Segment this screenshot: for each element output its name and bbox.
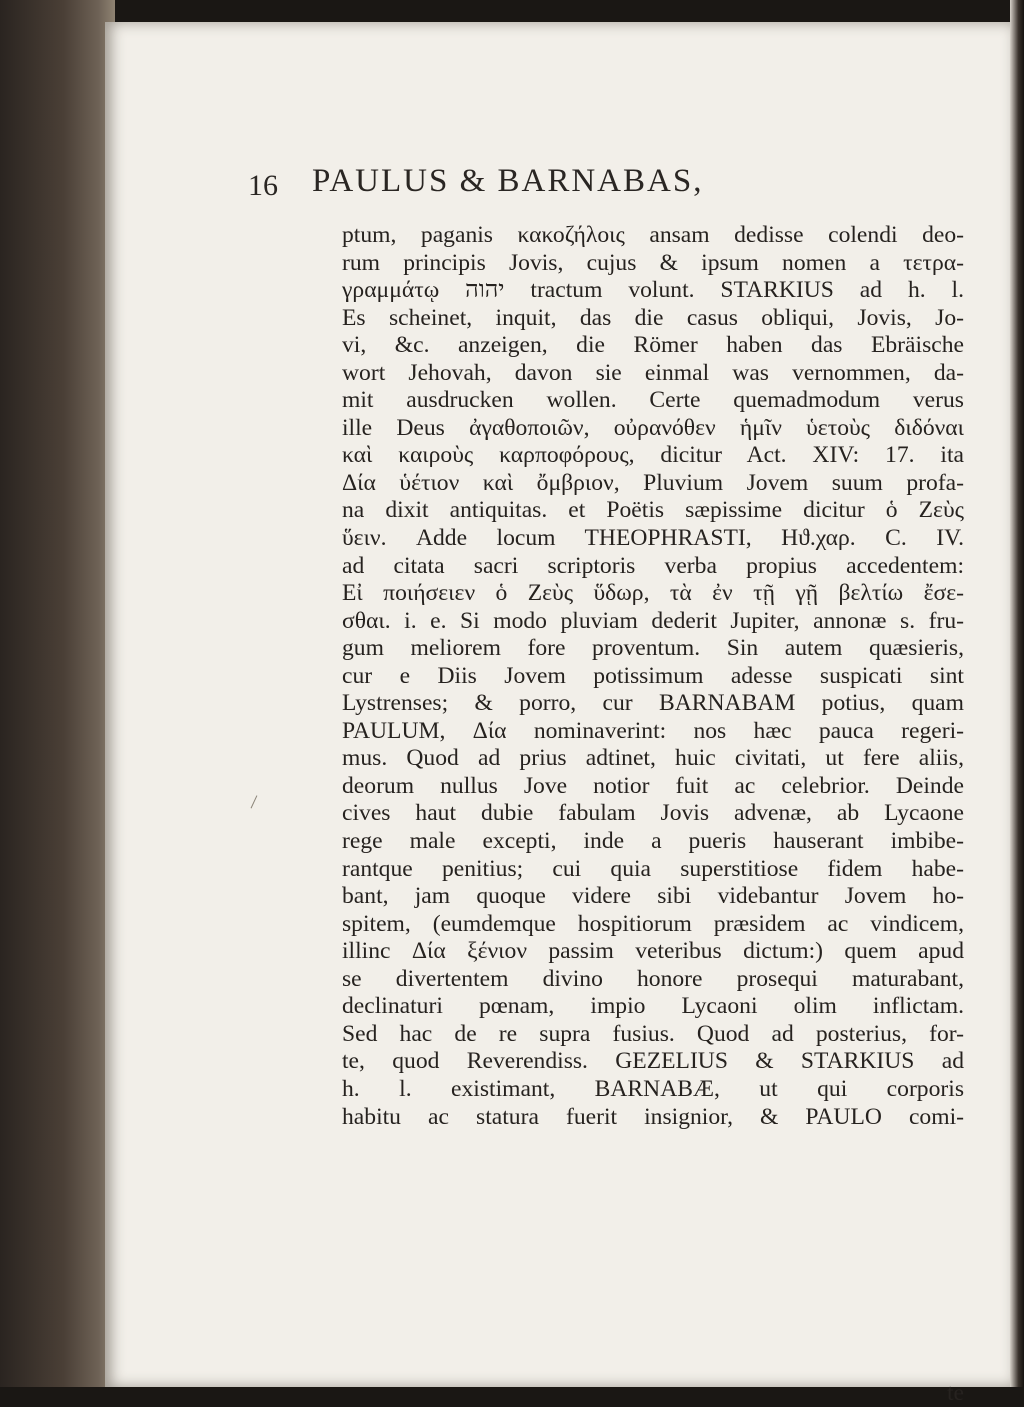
- text-line: bant, jam quoque videre sibi videbantur Jovem ho-: [342, 883, 964, 910]
- text-line: Es scheinet, inquit, das die casus obliqui, Jovis, Jo-: [342, 304, 964, 331]
- text-line: καὶ καιροὺς καρποφόρους, dicitur Act. XIV: 17. ita: [342, 442, 964, 469]
- running-head: PAULUS & BARNABAS,: [312, 163, 704, 199]
- body-text: [342, 222, 964, 1406]
- book-gutter-shadow: [0, 0, 115, 1387]
- text-line: vi, &c. anzeigen, die Römer haben das Ebräische: [342, 332, 964, 359]
- page-header: [248, 163, 888, 203]
- text-line: Δία ὑέτιον καὶ ὄμβριον, Pluvium Jovem suum profa-: [342, 469, 964, 496]
- page-number: 16: [248, 169, 278, 202]
- text-line: Lystrenses; & porro, cur BARNABAM potius, quam: [342, 690, 964, 717]
- text-line: rantque penitius; cui quia superstitiose fidem habe-: [342, 855, 964, 882]
- text-line: rum principis Jovis, cujus & ipsum nomen a τετρα-: [342, 249, 964, 276]
- text-line: PAULUM, Δία nominaverint: nos hæc pauca regeri-: [342, 717, 964, 744]
- text-line: wort Jehovah, davon sie einmal was vernommen, da-: [342, 359, 964, 386]
- text-line: ὕειν. Adde locum THEOPHRASTI, Hϑ.χαρ. C. IV.: [342, 525, 964, 552]
- text-line: h. l. existimant, BARNABÆ, ut qui corporis: [342, 1075, 964, 1102]
- text-line: σθαι. i. e. Si modo pluviam dederit Jupiter, annonæ s. fru-: [342, 607, 964, 634]
- text-line: declinaturi pœnam, impio Lycaoni olim inflictam.: [342, 993, 964, 1020]
- catchword: te: [946, 1380, 964, 1406]
- text-line: γραμμάτῳ יהוה tractum volunt. STARKIUS ad h. l.: [342, 277, 964, 304]
- text-line: Εἰ ποιήσειεν ὁ Ζεὺς ὕδωρ, τὰ ἐν τῇ γῇ βελτίω ἔσε-: [342, 580, 964, 607]
- text-line: ptum, paganis κακοζήλοις ansam dedisse colendi deo-: [342, 222, 964, 248]
- text-line: deorum nullus Jove notior fuit ac celebrior. Deinde: [342, 772, 964, 799]
- text-line: gum meliorem fore proventum. Sin autem quæsieris,: [342, 635, 964, 662]
- text-line: na dixit antiquitas. et Poëtis sæpissime dicitur ὁ Ζεὺς: [342, 497, 964, 524]
- text-line: rege male excepti, inde a pueris hauserant imbibe-: [342, 828, 964, 855]
- text-line: habitu ac statura fuerit insignior, & PAULO comi-: [342, 1103, 964, 1130]
- text-line: se divertentem divino honore prosequi maturabant,: [342, 965, 964, 992]
- text-line: ille Deus ἀγαθοποιῶν, οὐρανόθεν ἡμῖν ὑετοὺς διδόναι: [342, 414, 964, 441]
- text-line: mit ausdrucken wollen. Certe quemadmodum verus: [342, 387, 964, 414]
- text-line: mus. Quod ad prius adtinet, huic civitati, ut fere aliis,: [342, 745, 964, 772]
- text-line: te, quod Reverendiss. GEZELIUS & STARKIUS ad: [342, 1048, 964, 1075]
- text-line: Sed hac de re supra fusius. Quod ad posterius, for-: [342, 1020, 964, 1047]
- text-line: spitem, (eumdemque hospitiorum præsidem ac vindicem,: [342, 910, 964, 937]
- text-line: ad citata sacri scriptoris verba propius accedentem:: [342, 552, 964, 579]
- text-line: illinc Δία ξένιον passim veteribus dictum:) quem apud: [342, 938, 964, 965]
- page-right-edge: [1010, 0, 1024, 1387]
- text-line: cives haut dubie fabulam Jovis advenæ, ab Lycaone: [342, 800, 964, 827]
- text-line: cur e Diis Jovem potissimum adesse suspicati sint: [342, 662, 964, 689]
